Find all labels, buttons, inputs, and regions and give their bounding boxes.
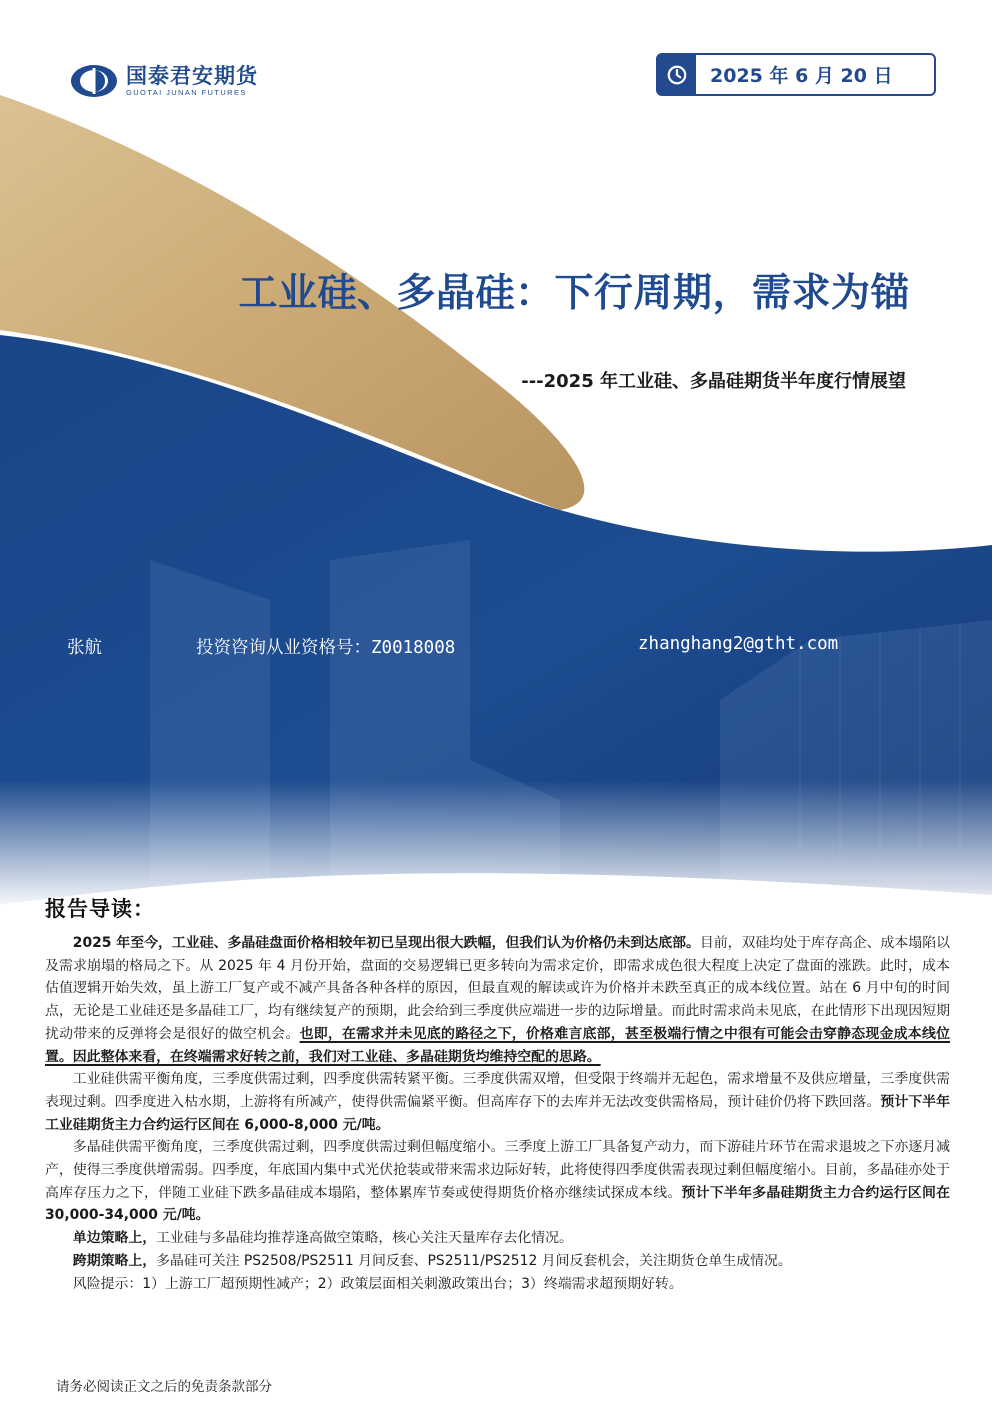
author-certificate: 投资咨询从业资格号：Z0018008: [196, 638, 456, 658]
brand-logo: [70, 64, 258, 98]
p1-text: 目前，双硅均处于库存高企、成本塌陷以及需求崩塌的格局之下。从 2025 年 4 月份开始，盘面的交易逻辑已更多转向为需求定价，即需求成色很大程度上决定了盘面的涨跌。此时，成本估值逻辑开始失效，虽上游工厂复产或不减产具备各种各样的原因，但最直观的解读或许为价格并未跌至真正的成本线位置。站在 6 月中旬的时间点，无论是工业硅还是多晶硅工厂，均有继续复产的预期，此会给到三季度供应端进一步的边际增量。而此时需求尚未见底，在此情形下出现因短期扰动带来的反弹将会是很好的做空机会。: [45, 935, 950, 1042]
summary-paragraph-4: [45, 1227, 950, 1250]
p6-text: 风险提示：1）上游工厂超预期性减产；2）政策层面相关刺激政策出台；3）终端需求超预期好转。: [72, 1275, 683, 1292]
brand-name-en: GUOTAI JUNAN FUTURES: [126, 88, 247, 97]
p1-bold: 2025 年至今，工业硅、多晶硅盘面价格相较年初已呈现出很大跌幅，但我们认为价格仍未到达底部。: [72, 935, 700, 951]
summary-paragraph-3: [45, 1136, 950, 1227]
risk-warning: [45, 1273, 950, 1296]
summary-heading: 报告导读：: [45, 896, 155, 921]
summary-paragraph-2: [45, 1068, 950, 1136]
author-email[interactable]: zhanghang2@gtht.com: [638, 634, 839, 654]
report-date: 2025 年 6 月 20 日: [710, 65, 893, 87]
footer-disclaimer: 请务必阅读正文之后的免责条款部分: [56, 1379, 272, 1395]
summary-paragraph-1: [45, 932, 950, 1068]
report-date-box: [656, 53, 936, 96]
p3-bold: 预计下半年多晶硅期货主力合约运行区间在 30,000-34,000 元/吨。: [45, 1184, 950, 1224]
p3-text: 多晶硅供需平衡角度，三季度供需过剩，四季度供需过剩但幅度缩小。三季度上游工厂具备复产动力，而下游硅片环节在需求退坡之下亦逐月减产，使得三季度供增需弱。四季度，年底国内集中式光伏抢装或带来需求边际好转，此将使得四季度供需表现过剩但幅度缩小。目前，多晶硅亦处于高库存压力之下，伴随工业硅下跌多晶硅成本塌陷，整体累库节奏或使得期货价格亦继续试探成本线。: [45, 1139, 950, 1201]
clock-icon: [658, 55, 696, 94]
p1-underlined: 也即，在需求并未见底的路径之下，价格难言底部，甚至极端行情之中很有可能会击穿静态现金成本线位置。因此整体来看，在终端需求好转之前，我们对工业硅、多晶硅期货均维持空配的思路。: [45, 1025, 950, 1065]
p2-bold: 预计下半年工业硅期货主力合约运行区间在 6,000-8,000 元/吨。: [45, 1093, 950, 1133]
report-title: 工业硅、多晶硅：下行周期，需求为锚: [238, 271, 910, 316]
guotai-junan-logo-icon: [70, 64, 118, 98]
report-subtitle: ---2025 年工业硅、多晶硅期货半年度行情展望: [521, 371, 906, 392]
p5-text: 多晶硅可关注 PS2508/PS2511 月间反套、PS2511/PS2512 月间反套机会，关注期货仓单生成情况。: [156, 1252, 792, 1269]
p4-text: 工业硅与多晶硅均推荐逢高做空策略，核心关注天量库存去化情况。: [156, 1230, 573, 1247]
p2-text: 工业硅供需平衡角度，三季度供需过剩，四季度供需转紧平衡。三季度供需双增，但受限于终端并无起色，需求增量不及供应增量，三季度供需表现过剩。四季度进入枯水期，上游将有所减产，使得供需偏紧平衡。但高库存下的去库并无法改变供需格局，预计硅价仍将下跌回落。: [45, 1071, 950, 1110]
author-name: 张航: [67, 638, 102, 658]
p5-label: 跨期策略上，: [72, 1252, 157, 1269]
p4-label: 单边策略上，: [72, 1230, 157, 1247]
summary-body: [45, 932, 950, 1295]
summary-paragraph-5: [45, 1250, 950, 1273]
brand-name-cn: 国泰君安期货: [126, 64, 258, 88]
